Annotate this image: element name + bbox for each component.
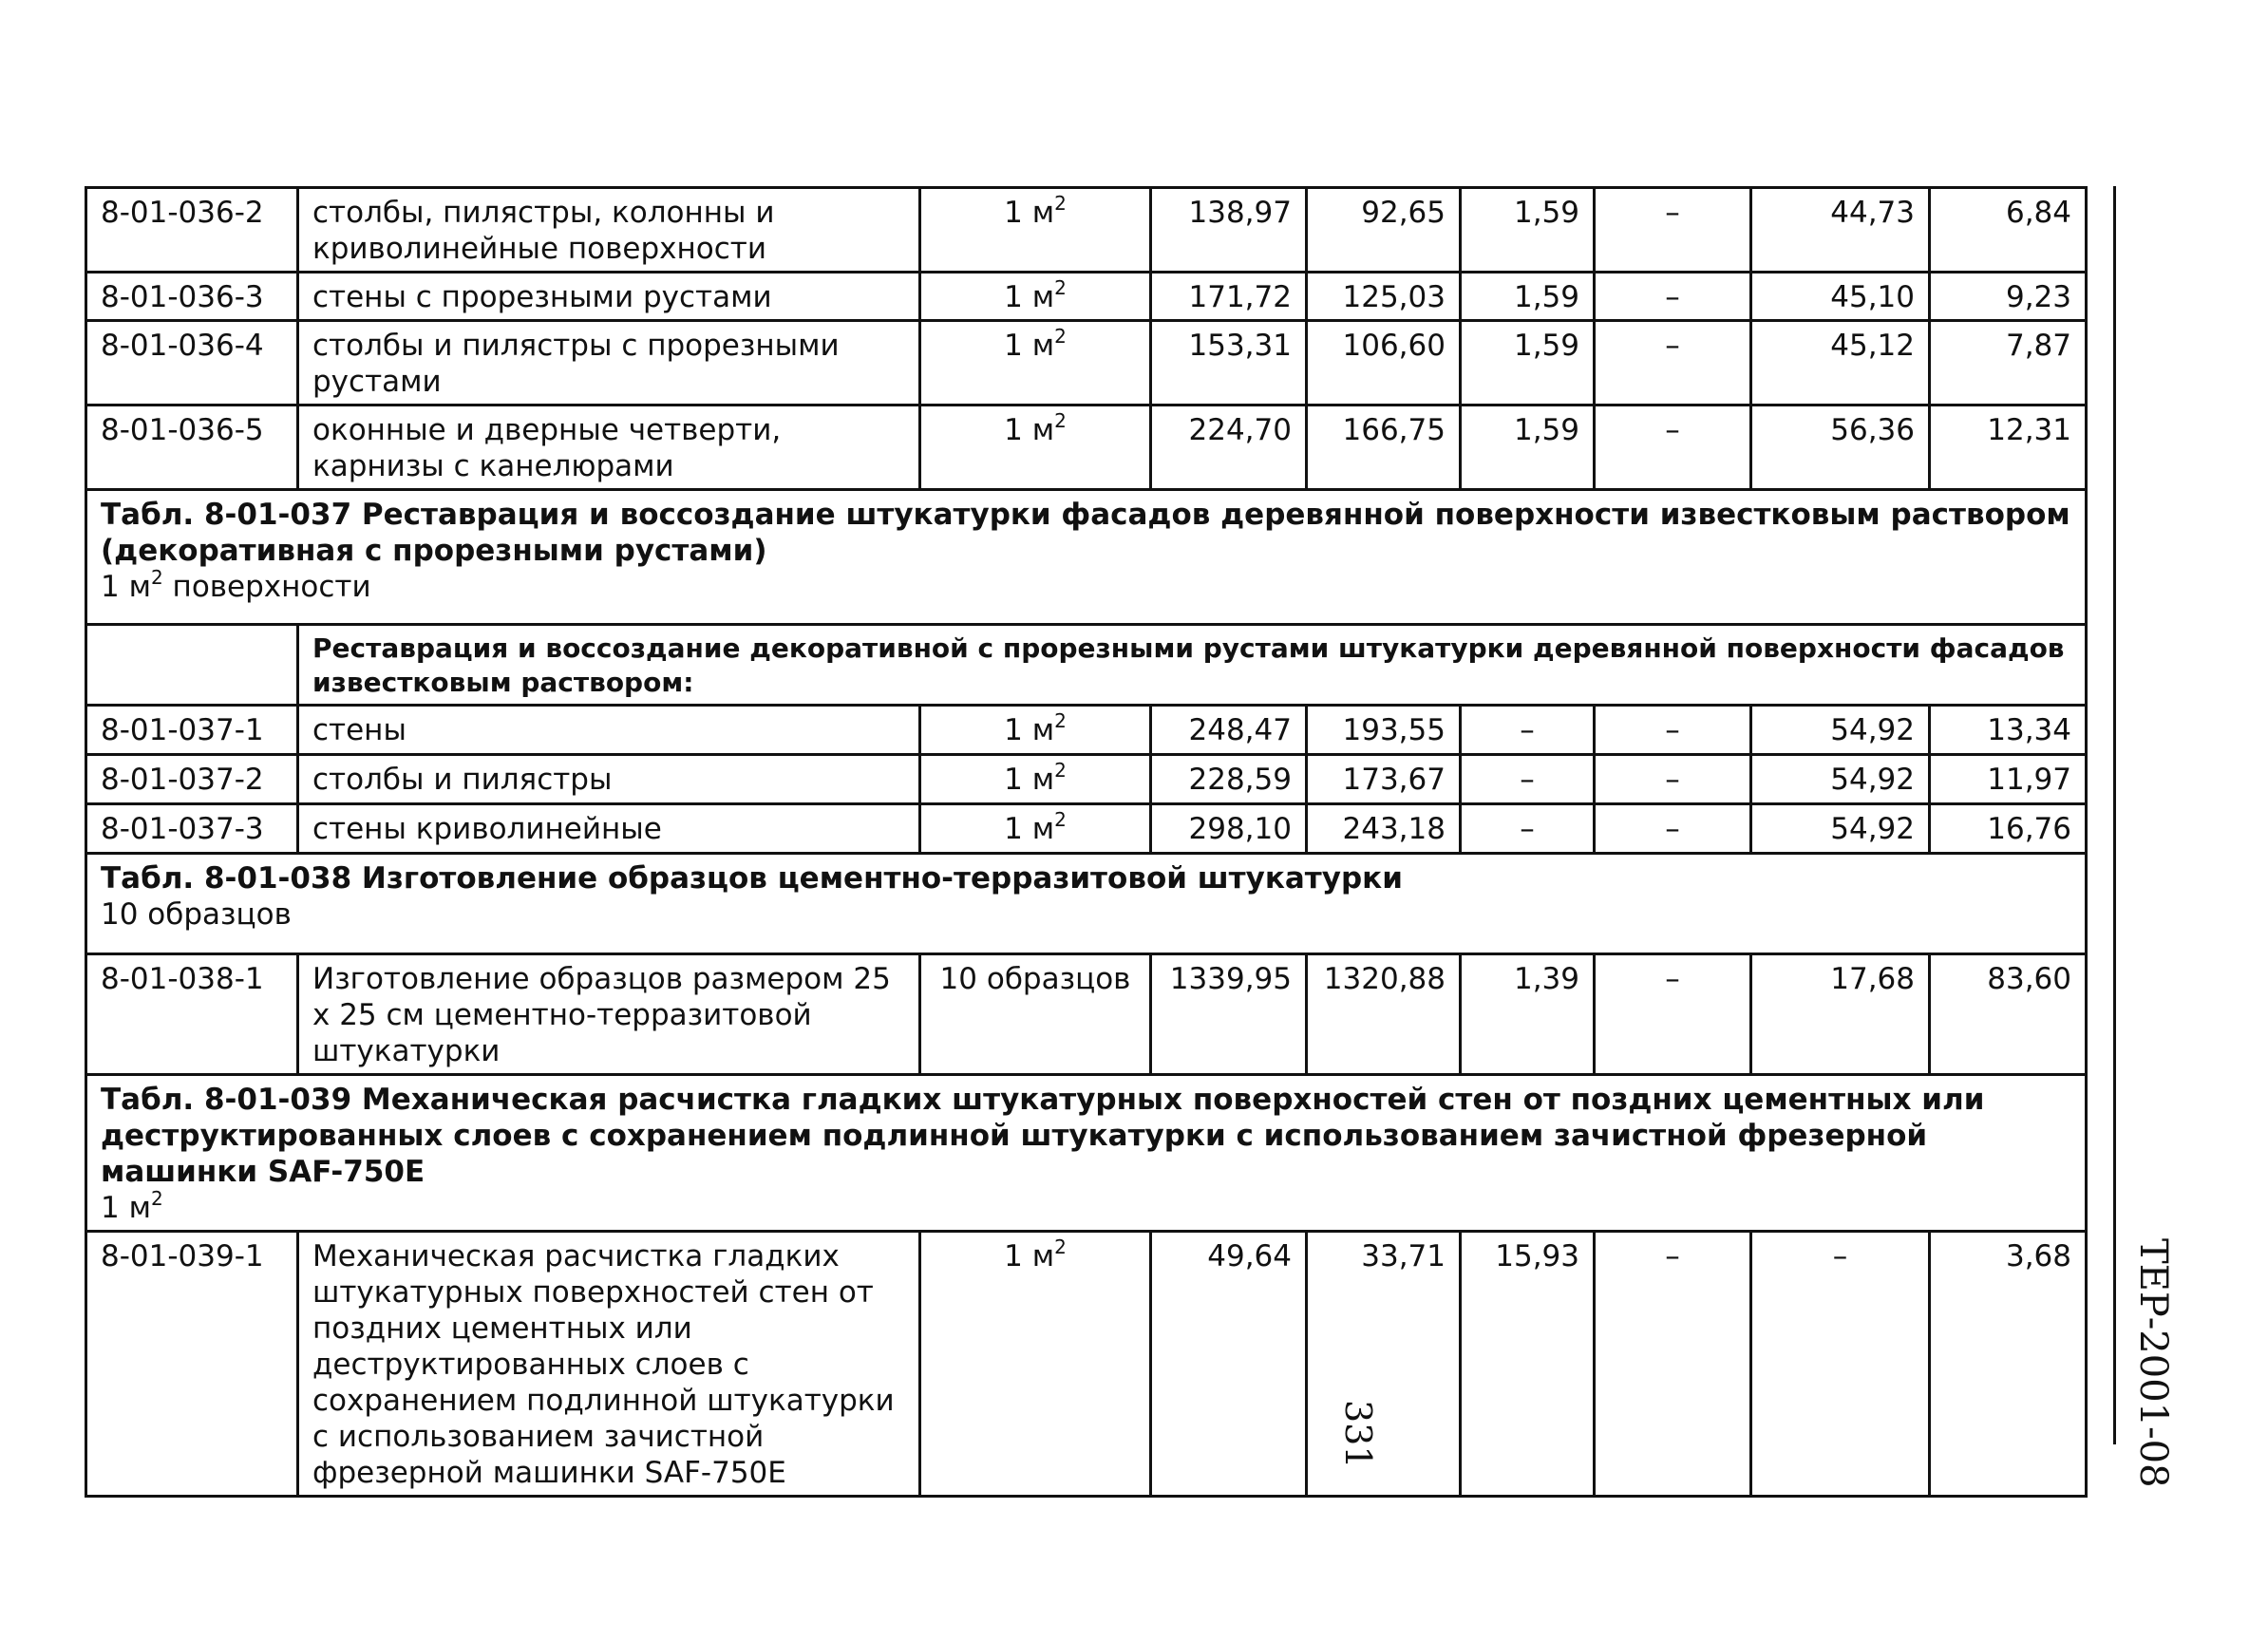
row-value: –	[1595, 273, 1751, 321]
row-name: Изготовление образцов размером 25 х 25 см цементно-терразитовой штукатурки	[298, 954, 920, 1075]
row-code: 8-01-037-1	[86, 706, 298, 755]
row-value: 54,92	[1751, 804, 1930, 854]
row-unit: 1 $м^2$	[920, 1232, 1151, 1497]
row-name: столбы, пилястры, колонны и криволинейные поверхности	[298, 188, 920, 273]
row-code: 8-01-036-2	[86, 188, 298, 273]
row-value: –	[1461, 706, 1595, 755]
row-value: –	[1595, 1232, 1751, 1497]
margin-rule	[2113, 186, 2116, 1444]
row-unit: 1 $м^2$	[920, 755, 1151, 804]
section-title: Табл. 8-01-038 Изготовление образцов цементно-терразитовой штукатурки	[101, 861, 1403, 896]
row-value: 83,60	[1930, 954, 2087, 1075]
row-value: 45,12	[1751, 321, 1930, 406]
row-value: 92,65	[1307, 188, 1461, 273]
section-measure: 10 образцов	[101, 897, 292, 932]
section-measure: 1 $м^2$ поверхности	[101, 565, 371, 604]
document-code: ТЕР-2001-08	[2131, 1238, 2175, 1488]
table-row	[86, 706, 2087, 755]
row-value: –	[1751, 1232, 1930, 1497]
row-value: 106,60	[1307, 321, 1461, 406]
row-value: –	[1595, 755, 1751, 804]
section-header-039	[86, 1075, 2087, 1232]
row-value: 173,67	[1307, 755, 1461, 804]
row-value: 166,75	[1307, 406, 1461, 490]
row-value: 17,68	[1751, 954, 1930, 1075]
row-value: 298,10	[1151, 804, 1307, 854]
row-value: 1,59	[1461, 406, 1595, 490]
row-value: 1,59	[1461, 321, 1595, 406]
table-row	[86, 188, 2087, 273]
row-value: 6,84	[1930, 188, 2087, 273]
row-unit: 1 $м^2$	[920, 273, 1151, 321]
table-row	[86, 954, 2087, 1075]
row-value: 1,59	[1461, 188, 1595, 273]
row-unit: 1 $м^2$	[920, 321, 1151, 406]
row-value: 1320,88	[1307, 954, 1461, 1075]
row-value: 33,71	[1307, 1232, 1461, 1497]
row-value: 11,97	[1930, 755, 2087, 804]
row-code: 8-01-038-1	[86, 954, 298, 1075]
section-title: Табл. 8-01-039 Механическая расчистка гладких штукатурных поверхностей стен от поздних цементных или деструктированных слоев с сохранением подлинной штукатурки с использованием зачистной фрезерной машинки SAF-750E	[101, 1083, 1985, 1189]
row-value: –	[1461, 804, 1595, 854]
row-value: –	[1595, 706, 1751, 755]
row-value: 248,47	[1151, 706, 1307, 755]
row-name: столбы и пилястры	[298, 755, 920, 804]
table-row	[86, 804, 2087, 854]
row-name: Механическая расчистка гладких штукатурных поверхностей стен от поздних цементных или деструктированных слоев с сохранением подлинной штукатурки с использованием зачистной фрезерной машинки SAF-750E	[298, 1232, 920, 1497]
row-value: 16,76	[1930, 804, 2087, 854]
row-value: 224,70	[1151, 406, 1307, 490]
row-unit: 1 $м^2$	[920, 804, 1151, 854]
table-row	[86, 755, 2087, 804]
row-name: стены с прорезными рустами	[298, 273, 920, 321]
row-value: –	[1595, 954, 1751, 1075]
group-label: Реставрация и воссоздание декоративной с прорезными рустами штукатурки деревянной поверхности фасадов известковым раствором:	[298, 625, 2087, 706]
group-row	[86, 625, 2087, 706]
row-value: 12,31	[1930, 406, 2087, 490]
row-code: 8-01-037-2	[86, 755, 298, 804]
row-value: 1,59	[1461, 273, 1595, 321]
row-unit: 1 $м^2$	[920, 188, 1151, 273]
row-value: 3,68	[1930, 1232, 2087, 1497]
page-number: 331	[1337, 1400, 1379, 1469]
row-value: 138,97	[1151, 188, 1307, 273]
row-code: 8-01-036-3	[86, 273, 298, 321]
row-value: 1339,95	[1151, 954, 1307, 1075]
table-row	[86, 321, 2087, 406]
row-value: 56,36	[1751, 406, 1930, 490]
row-value: –	[1595, 188, 1751, 273]
row-name: стены криволинейные	[298, 804, 920, 854]
table-row	[86, 1232, 2087, 1497]
row-value: 49,64	[1151, 1232, 1307, 1497]
table-row	[86, 406, 2087, 490]
section-header-038	[86, 854, 2087, 954]
row-code: 8-01-037-3	[86, 804, 298, 854]
row-value: 125,03	[1307, 273, 1461, 321]
section-title: Табл. 8-01-037 Реставрация и воссоздание штукатурки фасадов деревянной поверхности известковым раствором (декоративная с прорезными рустами)	[101, 498, 2070, 568]
row-value: –	[1595, 406, 1751, 490]
table-row	[86, 273, 2087, 321]
rates-table	[85, 186, 2088, 1498]
row-value: 45,10	[1751, 273, 1930, 321]
row-value: 153,31	[1151, 321, 1307, 406]
row-code: 8-01-036-4	[86, 321, 298, 406]
section-header-037	[86, 490, 2087, 625]
section-measure: 1 $м^2$	[101, 1186, 163, 1225]
row-value: –	[1595, 321, 1751, 406]
row-value: 9,23	[1930, 273, 2087, 321]
row-value: –	[1595, 804, 1751, 854]
row-value: 13,34	[1930, 706, 2087, 755]
row-name: столбы и пилястры с прорезными рустами	[298, 321, 920, 406]
row-value: 171,72	[1151, 273, 1307, 321]
row-name: стены	[298, 706, 920, 755]
row-unit: 1 $м^2$	[920, 406, 1151, 490]
row-value: 54,92	[1751, 706, 1930, 755]
row-value: –	[1461, 755, 1595, 804]
row-name: оконные и дверные четверти, карнизы с канелюрами	[298, 406, 920, 490]
row-unit: 10 образцов	[920, 954, 1151, 1075]
row-value: 44,73	[1751, 188, 1930, 273]
row-value: 193,55	[1307, 706, 1461, 755]
row-code: 8-01-039-1	[86, 1232, 298, 1497]
row-value: 15,93	[1461, 1232, 1595, 1497]
row-value: 54,92	[1751, 755, 1930, 804]
row-value: 7,87	[1930, 321, 2087, 406]
row-code: 8-01-036-5	[86, 406, 298, 490]
row-unit: 1 $м^2$	[920, 706, 1151, 755]
row-value: 1,39	[1461, 954, 1595, 1075]
row-value: 243,18	[1307, 804, 1461, 854]
row-value: 228,59	[1151, 755, 1307, 804]
